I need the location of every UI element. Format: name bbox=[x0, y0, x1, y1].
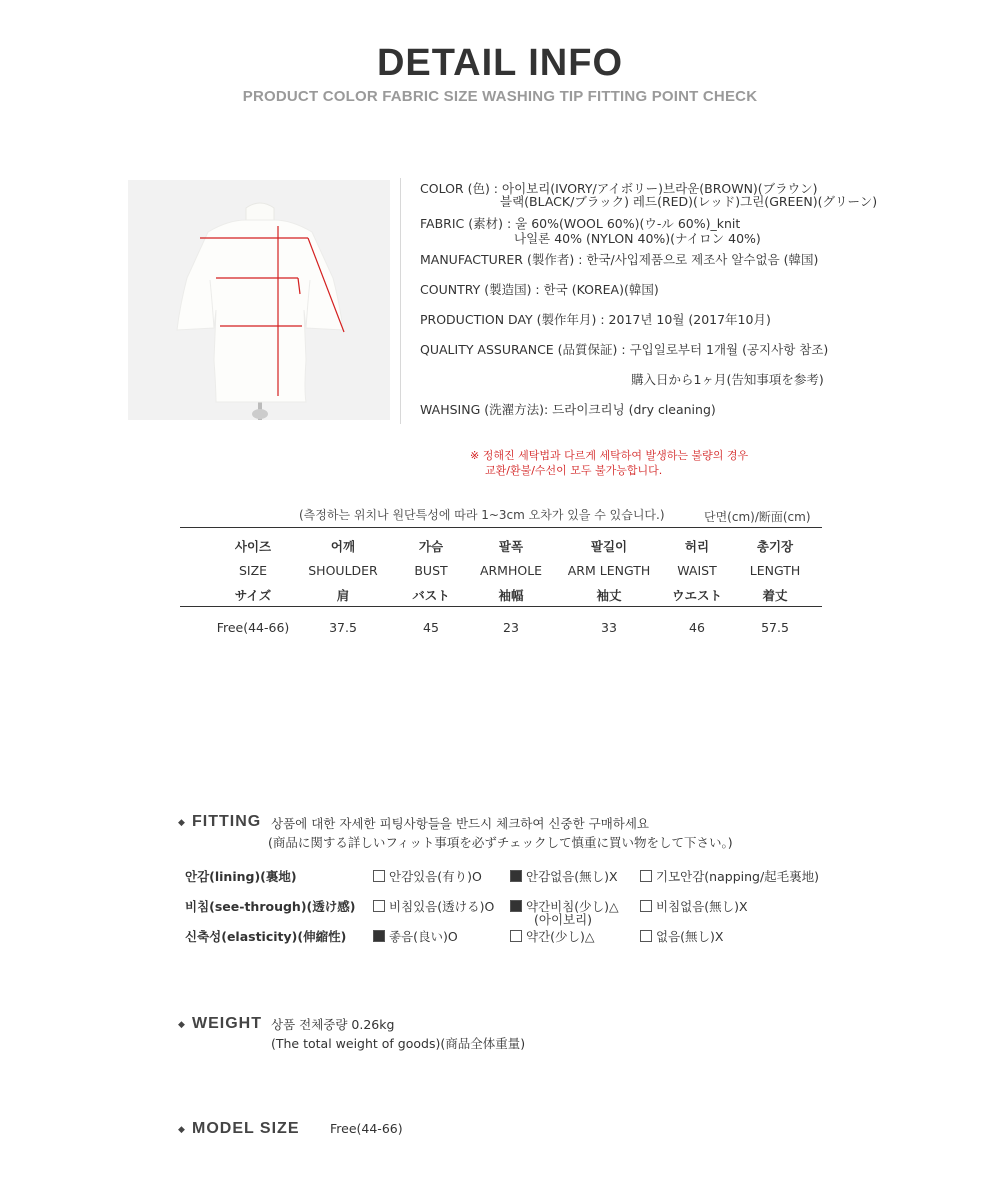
elasticity-option-slight[interactable] bbox=[510, 927, 595, 945]
page-title: DETAIL INFO bbox=[376, 42, 624, 84]
manufacturer: MANUFACTURER (製作者) : 한국/사입제품으로 제조사 알수없음 (韓国) bbox=[420, 252, 819, 267]
quality-assurance: QUALITY ASSURANCE (品質保証) : 구입일로부터 1개월 (공지사항 참조) bbox=[420, 342, 829, 357]
option-label: 없음(無し)X bbox=[656, 929, 724, 944]
lining-option-no[interactable] bbox=[510, 867, 618, 885]
row-size: Free(44-66) bbox=[216, 620, 290, 635]
option-label: 기모안감(napping/起毛裏地) bbox=[656, 869, 820, 884]
knit-top-illustration bbox=[128, 180, 390, 420]
lining-label: 안감(lining)(裏地) bbox=[185, 869, 297, 884]
model-size-value: Free(44-66) bbox=[330, 1121, 403, 1136]
table-row bbox=[203, 620, 825, 635]
washing-warning-line-1: ※ 정해진 세탁법과 다르게 세탁하여 발생하는 불량의 경우 bbox=[470, 449, 749, 462]
checkbox-icon bbox=[640, 870, 652, 882]
header-bust-en: BUST bbox=[414, 563, 448, 578]
model-size-title: MODEL SIZE bbox=[192, 1120, 300, 1137]
row-shoulder: 37.5 bbox=[329, 620, 357, 635]
checkbox-icon bbox=[640, 930, 652, 942]
option-label: 좋음(良い)O bbox=[389, 929, 458, 944]
fabric-line-2: 나일론 40% (NYLON 40%)(ナイロン 40%) bbox=[514, 231, 761, 246]
page-subtitle: PRODUCT COLOR FABRIC SIZE WASHING TIP FITTING POINT CHECK bbox=[242, 88, 758, 105]
header-length-en: LENGTH bbox=[749, 563, 801, 578]
checkbox-checked-icon bbox=[373, 930, 385, 942]
size-table-header bbox=[203, 537, 825, 604]
header-size-ja: サイズ bbox=[234, 588, 272, 603]
checkbox-checked-icon bbox=[510, 900, 522, 912]
color-line-2: 블랙(BLACK/ブラック) 레드(RED)(レッド)그린(GREEN)(グリーン) bbox=[500, 194, 878, 209]
table-top-rule bbox=[180, 527, 822, 528]
option-label: 안감있음(有り)O bbox=[389, 869, 482, 884]
diamond-icon: ◆ bbox=[178, 1020, 185, 1030]
header-armhole-ja: 袖幅 bbox=[498, 588, 524, 603]
header-waist-ko: 허리 bbox=[684, 539, 710, 554]
color-line-1: COLOR (色) : 아이보리(IVORY/アイボリー)브라운(BROWN)(ブラウン) bbox=[420, 181, 818, 196]
fitting-desc-ja: (商品に関する詳しいフィット事項を必ずチェックして慎重に買い物をして下さい。) bbox=[268, 835, 733, 850]
row-armhole: 23 bbox=[503, 620, 519, 635]
checkbox-icon bbox=[373, 870, 385, 882]
header-length-ko: 총기장 bbox=[756, 539, 794, 554]
header-armhole-en: ARMHOLE bbox=[479, 563, 543, 578]
header-armlength-en: ARM LENGTH bbox=[567, 563, 651, 578]
product-photo bbox=[128, 180, 390, 420]
header-shoulder-ko: 어깨 bbox=[330, 539, 356, 554]
weight-title: WEIGHT bbox=[192, 1015, 262, 1032]
header-length-ja: 着丈 bbox=[762, 588, 788, 603]
header-armlength-ko: 팔길이 bbox=[590, 539, 628, 554]
header-bust-ja: バスト bbox=[412, 588, 450, 603]
fabric-line-1: FABRIC (素材) : 울 60%(WOOL 60%)(ウ-ル 60%)_knit bbox=[420, 216, 741, 231]
row-armlength: 33 bbox=[601, 620, 617, 635]
info-divider bbox=[400, 178, 401, 424]
weight-value: 상품 전체중량 0.26kg bbox=[271, 1017, 395, 1032]
header-row-ko bbox=[203, 537, 825, 555]
header-size-en: SIZE bbox=[238, 563, 268, 578]
checkbox-checked-icon bbox=[510, 870, 522, 882]
option-label: 약간(少し)△ bbox=[526, 929, 595, 944]
diamond-icon: ◆ bbox=[178, 1125, 185, 1135]
fitting-desc-ko: 상품에 대한 자세한 피팅사항들을 반드시 체크하여 신중한 구매하세요 bbox=[271, 816, 649, 831]
header-shoulder-ja: 肩 bbox=[336, 588, 350, 603]
header-row-ja bbox=[203, 586, 825, 604]
option-label: 비침있음(透ける)O bbox=[389, 899, 495, 914]
see-through-option-note: (아이보리) bbox=[534, 912, 593, 927]
production-day: PRODUCTION DAY (製作年月) : 2017년 10월 (2017年10月) bbox=[420, 312, 771, 327]
fitting-title: FITTING bbox=[192, 813, 262, 830]
row-waist: 46 bbox=[689, 620, 705, 635]
option-label: 약간비침(少し)△ bbox=[526, 899, 619, 914]
header-armhole-ko: 팔폭 bbox=[498, 539, 524, 554]
see-through-label: 비침(see-through)(透け感) bbox=[185, 899, 356, 914]
see-through-option-yes[interactable] bbox=[373, 897, 494, 915]
checkbox-icon bbox=[373, 900, 385, 912]
header-bust-ko: 가슴 bbox=[418, 539, 444, 554]
row-bust: 45 bbox=[423, 620, 439, 635]
checkbox-icon bbox=[640, 900, 652, 912]
weight-desc: (The total weight of goods)(商品全体重量) bbox=[271, 1036, 526, 1051]
row-length: 57.5 bbox=[761, 620, 789, 635]
elasticity-option-none[interactable] bbox=[640, 927, 723, 945]
option-label: 안감없음(無し)X bbox=[526, 869, 618, 884]
elasticity-option-good[interactable] bbox=[373, 927, 458, 945]
lining-option-yes[interactable] bbox=[373, 867, 482, 885]
header-size-ko: 사이즈 bbox=[234, 539, 272, 554]
washing-warning-line-2: 교환/환불/수선이 모두 불가능합니다. bbox=[485, 464, 663, 477]
header-waist-ja: ウエスト bbox=[671, 588, 722, 603]
unit-note: 단면(cm)/断面(cm) bbox=[704, 510, 811, 524]
country: COUNTRY (製造国) : 한국 (KOREA)(韓国) bbox=[420, 282, 659, 297]
see-through-option-no[interactable] bbox=[640, 897, 748, 915]
lining-option-napping[interactable] bbox=[640, 867, 819, 885]
diamond-icon: ◆ bbox=[178, 818, 185, 828]
quality-assurance-ja: 購入日から1ヶ月(告知事項を参考) bbox=[631, 372, 824, 387]
washing: WAHSING (洗濯方法): 드라이크리닝 (dry cleaning) bbox=[420, 402, 716, 417]
elasticity-label: 신축성(elasticity)(伸縮性) bbox=[185, 929, 347, 944]
header-armlength-ja: 袖丈 bbox=[596, 588, 622, 603]
header-waist-en: WAIST bbox=[677, 563, 717, 578]
table-header-rule bbox=[180, 606, 822, 607]
header-row-en bbox=[203, 563, 825, 578]
measurement-note: (측정하는 위치나 원단특성에 따라 1~3cm 오차가 있을 수 있습니다.) bbox=[299, 508, 665, 522]
header-shoulder-en: SHOULDER bbox=[308, 563, 378, 578]
option-label: 비침없음(無し)X bbox=[656, 899, 748, 914]
checkbox-icon bbox=[510, 930, 522, 942]
